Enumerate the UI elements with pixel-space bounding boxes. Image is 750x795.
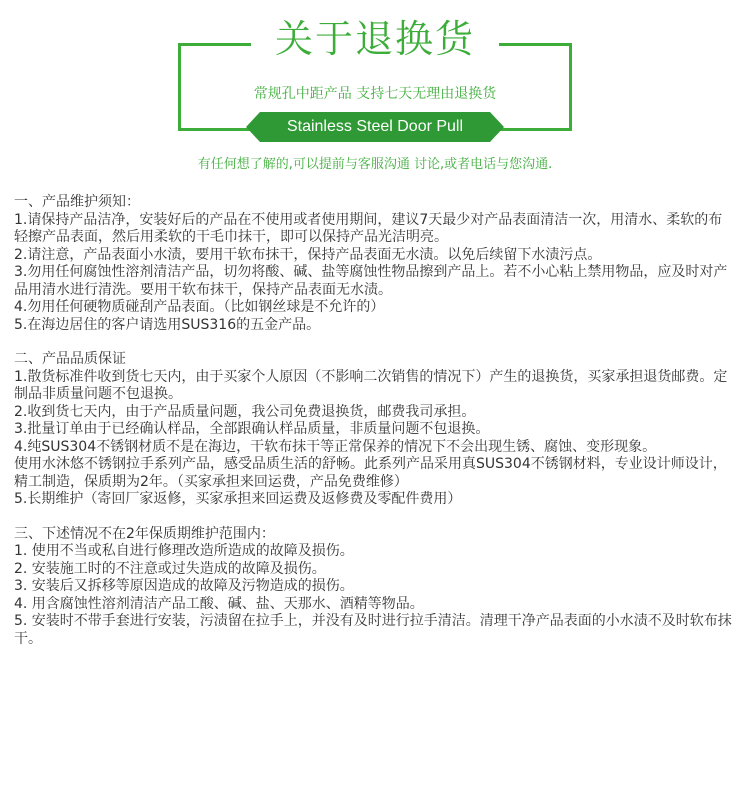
list-item: 5.在海边居住的客户请选用SUS316的五金产品。 [14, 316, 321, 333]
section-heading: 三、下述情况不在2年保质期维护范围内： [14, 525, 275, 542]
list-item: 1. 使用不当或私自进行修理改造所造成的故障及损伤。 [14, 543, 354, 559]
list-item: 5. 安装时不带手套进行安装，污渍留在拉手上，并没有及时进行拉手清洁。清理干净产品表面的小水渍不及时软布抹干。 [14, 613, 732, 647]
list-item: 5.长期维护（寄回厂家返修，买家承担来回运费及返修费及零配件费用） [14, 491, 462, 507]
list-item: 使用水沐悠不锈钢拉手系列产品，感受品质生活的舒畅。此系列产品采用真SUS304不锈钢材料，专业设计师设计，精工制造，保质期为2年。（买家承担来回运费，产品免费维修） [14, 456, 727, 490]
policy-content [14, 194, 736, 665]
page-title: 关于退换货 [251, 10, 499, 68]
contact-note: 有任何想了解的,可以提前与客服沟通 讨论,或者电话与您沟通. [197, 157, 553, 172]
list-item: 4.纯SUS304不锈钢材质不是在海边，干软布抹干等正常保养的情况下不会出现生锈、腐蚀、变形现象。 [14, 438, 657, 455]
list-item: 2.请注意，产品表面小水渍，要用干软布抹干，保持产品表面无水渍。以免后续留下水渍污点。 [14, 246, 602, 263]
list-item: 1.散货标准件收到货七天内，由于买家个人原因（不影响二次销售的情况下）产生的退换货，买家承担退货邮费。定制品非质量问题不包退换。 [14, 368, 728, 402]
section-quality [14, 351, 736, 509]
list-item: 4. 用含腐蚀性溶剂清洁产品工酸、碱、盐、天那水、酒精等物品。 [14, 595, 424, 612]
list-item: 3.批量订单由于已经确认样品，全部跟确认样品质量，非质量问题不包退换。 [14, 421, 490, 437]
header-banner [0, 0, 750, 190]
list-item: 3. 安装后又拆移等原因造成的故障及污物造成的损伤。 [14, 578, 354, 594]
section-maintenance [14, 194, 736, 334]
list-item: 1.请保持产品洁净，安装好后的产品在不使用或者使用期间，建议7天最少对产品表面清洁一次，用清水、柔软的布轻擦产品表面，然后用柔软的干毛巾抹干，即可以保持产品光洁明亮。 [14, 211, 723, 245]
section-heading: 一、产品维护须知： [14, 194, 140, 210]
subtitle: 常规孔中距产品 支持七天无理由退换货 [253, 86, 497, 102]
section-exclusions [14, 526, 736, 649]
list-item: 3.勿用任何腐蚀性溶剂清洁产品，切勿将酸、碱、盐等腐蚀性物品擦到产品上。若不小心粘上禁用物品，应及时对产品用清水进行清洗。要用干软布抹干，保持产品表面无水渍。 [14, 264, 728, 298]
list-item: 2. 安装施工时的不注意或过失造成的故障及损伤。 [14, 560, 326, 577]
list-item: 4.勿用任何硬物质碰刮产品表面。（比如钢丝球是不允许的） [14, 299, 385, 315]
section-heading: 二、产品品质保证 [14, 351, 126, 367]
product-ribbon: Stainless Steel Door Pull [260, 112, 490, 142]
list-item: 2.收到货七天内，由于产品质量问题，我公司免费退换货，邮费我司承担。 [14, 403, 476, 420]
